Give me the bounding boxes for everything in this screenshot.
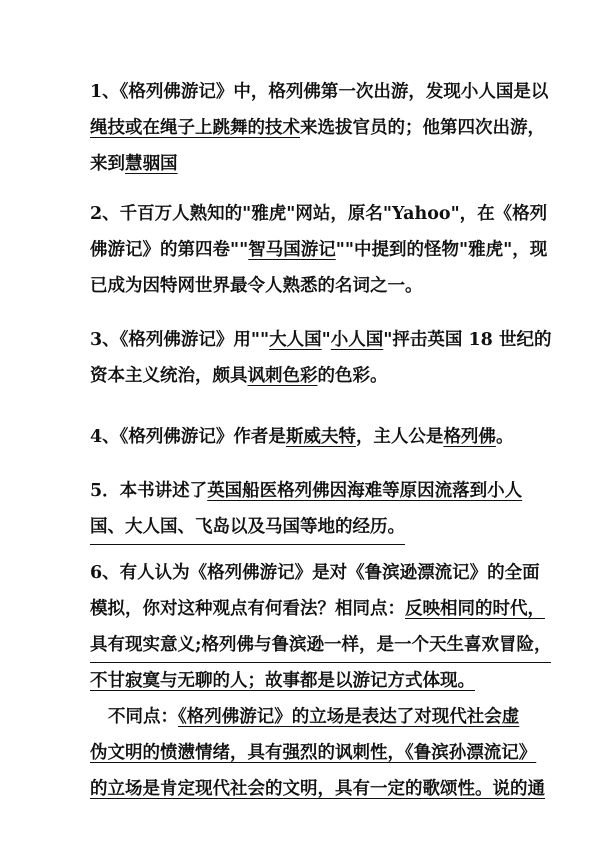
q3-answer-small: 小人国 xyxy=(330,330,384,350)
q5-line-1: 5．本书讲述了英国船医格列佛因海难等原因流落到小人 xyxy=(90,481,523,501)
q6-answer-same-mid: 具有现实意义;格列佛与鲁滨逊一样，是一个天生喜欢冒险， xyxy=(90,629,551,663)
q3-answer-satire: 讽刺色彩 xyxy=(247,366,318,386)
q2-line-1: 2、千百万人熟知的"雅虎"网站，原名"Yahoo"，在《格列 xyxy=(90,204,548,224)
q6-answer-same-end: 不甘寂寞与无聊的人；故事都是以游记方式体现。 xyxy=(90,671,475,691)
q5-answer-part-1: 英国船医格列佛因海难等原因流落到小人 xyxy=(207,481,523,501)
q6-line-6 xyxy=(90,735,537,771)
q3-line-2: 资本主义统治，颇具讽刺色彩的色彩。 xyxy=(90,366,388,386)
q6-answer-diff-mid: 伪文明的愤懑情绪，具有强烈的讽刺性，《鲁滨孙漂流记》 xyxy=(90,743,537,763)
q2-answer-volume: 智马国游记 xyxy=(248,240,336,260)
q6-line-1: 6、有人认为《格列佛游记》是对《鲁滨逊漂流记》的全面 xyxy=(90,563,540,583)
q5-answer-part-2: 国、大人国、飞岛以及马国等地的经历。 xyxy=(90,511,405,545)
q6-line-5: 不同点：《格列佛游记》的立场是表达了对现代社会虚 xyxy=(108,707,520,727)
q6-line-3 xyxy=(90,627,552,663)
q6-answer-diff-end: 的立场是肯定现代社会的文明，具有一定的歌颂性。说的通 xyxy=(90,779,545,799)
q4-answer-author: 斯威夫特 xyxy=(285,427,356,447)
question-2 xyxy=(90,196,548,304)
q4-line-1: 4、《格列佛游记》作者是斯威夫特，主人公是格列佛。 xyxy=(90,427,514,447)
q1-line-2 xyxy=(90,110,545,146)
q3-answer-big: 大人国 xyxy=(269,330,322,350)
q6-answer-same-start: 反映相同的时代， xyxy=(405,599,545,619)
q6-line-4 xyxy=(90,663,530,699)
q4-answer-hero: 格列佛 xyxy=(443,427,496,447)
question-1 xyxy=(90,74,549,182)
question-6 xyxy=(90,555,552,807)
q1-answer-country: 慧骃国 xyxy=(125,154,178,174)
question-3 xyxy=(90,322,552,394)
question-5 xyxy=(90,473,530,545)
q3-line-1: 3、《格列佛游记》用""大人国"小人国"抨击英国 18 世纪的 xyxy=(90,330,552,350)
q6-line-2: 模拟，你对这种观点有何看法？相同点：反映相同的时代， xyxy=(90,599,545,619)
q1-text: 来选拔官员的；他第四次出游， xyxy=(300,118,545,138)
question-4 xyxy=(90,419,530,455)
q1-line-3: 来到慧骃国 xyxy=(90,154,178,174)
q2-line-2: 佛游记》的第四卷""智马国游记""中提到的怪物"雅虎"，现 xyxy=(90,240,548,260)
q1-line-1: 1、《格列佛游记》中，格列佛第一次出游，发现小人国是以 xyxy=(90,82,549,102)
q5-line-2 xyxy=(90,509,530,545)
q2-line-3: 已成为因特网世界最令人熟悉的名词之一。 xyxy=(90,276,423,296)
q6-line-7 xyxy=(90,771,545,807)
q1-answer-skill: 绳技或在绳子上跳舞的技术 xyxy=(90,118,300,138)
q6-answer-diff-start: 《格列佛游记》的立场是表达了对现代社会虚 xyxy=(178,707,520,727)
